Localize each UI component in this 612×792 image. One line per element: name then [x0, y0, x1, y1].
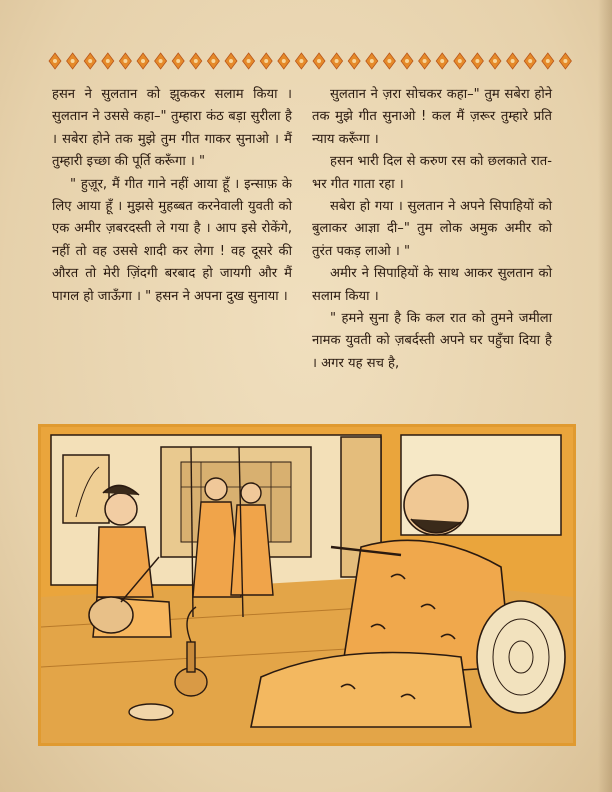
paragraph: " हुज़ूर, मैं गीत गाने नहीं आया हूँ । इन्साफ़ के लिए आया हूँ । मुझसे मुहब्बत करनेवाली युवती को एक अमीर ज़बरदस्ती ले गया है । आप इसे रोकेंगे, नहीं तो वह उससे शादी कर लेगा ! वह दूसरे की औरत तो मेरी ज़िंदगी बरबाद हो जायगी और मैं पागल हो जाऊँगा । " हसन ने अपना दुख सुनाया ।	[52, 176, 292, 304]
ornament-motif	[84, 53, 96, 69]
ornament-motif	[278, 53, 290, 69]
paragraph: हसन ने सुलतान को झुककर सलाम किया । सुलतान ने उससे कहा–" तुम्हारा कंठ बड़ा सुरीला है । सबेरा होने तक मुझे तुम गीत गाकर सुनाओ । मैं तुम्हारी इच्छा की पूर्ति करूँगा । "	[52, 87, 292, 170]
ornament-motif	[260, 53, 272, 69]
ornament-motif	[419, 53, 431, 69]
decorative-border	[46, 50, 574, 72]
paragraph: सुलतान ने ज़रा सोचकर कहा–" तुम सबेरा होने तक मुझे गीत सुनाओ ! कल मैं ज़रूर तुम्हारे प्रति न्याय करूँगा ।	[312, 87, 552, 147]
story-illustration	[38, 424, 576, 746]
paragraph: हसन भारी दिल से करुण रस को छलकाते रात-भर गीत गाता रहा ।	[312, 154, 552, 192]
ornament-motif	[172, 53, 184, 69]
ornament-motif	[471, 53, 483, 69]
paragraph: " हमने सुना है कि कल रात को तुमने जमीला नामक युवती को ज़बर्दस्ती अपने घर पहुँचा दिया है । अगर यह सच है,	[312, 311, 552, 371]
ornament-motif	[436, 53, 448, 69]
ornament-motif	[454, 53, 466, 69]
ornament-motif	[49, 53, 61, 69]
ornament-motif	[295, 53, 307, 69]
ornament-motif	[243, 53, 255, 69]
page-edge-shadow	[598, 0, 612, 792]
illustration-drawing	[41, 427, 573, 743]
ornament-motif	[524, 53, 536, 69]
ornament-motif	[119, 53, 131, 69]
ornament-motif	[489, 53, 501, 69]
ornament-motif	[507, 53, 519, 69]
right-text-column	[312, 84, 552, 375]
ornament-motif	[225, 53, 237, 69]
ornament-motif	[383, 53, 395, 69]
paragraph: अमीर ने सिपाहियों के साथ आकर सुलतान को सलाम किया ।	[312, 266, 552, 304]
ornament-motif	[401, 53, 413, 69]
ornament-motif	[190, 53, 202, 69]
ornament-motif	[137, 53, 149, 69]
left-text-column	[52, 84, 292, 308]
ornament-motif	[542, 53, 554, 69]
paragraph: सबेरा हो गया । सुलतान ने अपने सिपाहियों को बुलाकर आज्ञा दी–" तुम लोक अमुक अमीर को तुरंत पकड़ लाओ । "	[312, 199, 552, 259]
ornament-motif	[67, 53, 79, 69]
ornament-motif	[348, 53, 360, 69]
ornament-motif	[207, 53, 219, 69]
ornament-motif	[313, 53, 325, 69]
ornament-motif	[559, 53, 571, 69]
ornament-motif	[155, 53, 167, 69]
ornament-motif	[102, 53, 114, 69]
ornament-motif	[366, 53, 378, 69]
ornament-motif	[331, 53, 343, 69]
